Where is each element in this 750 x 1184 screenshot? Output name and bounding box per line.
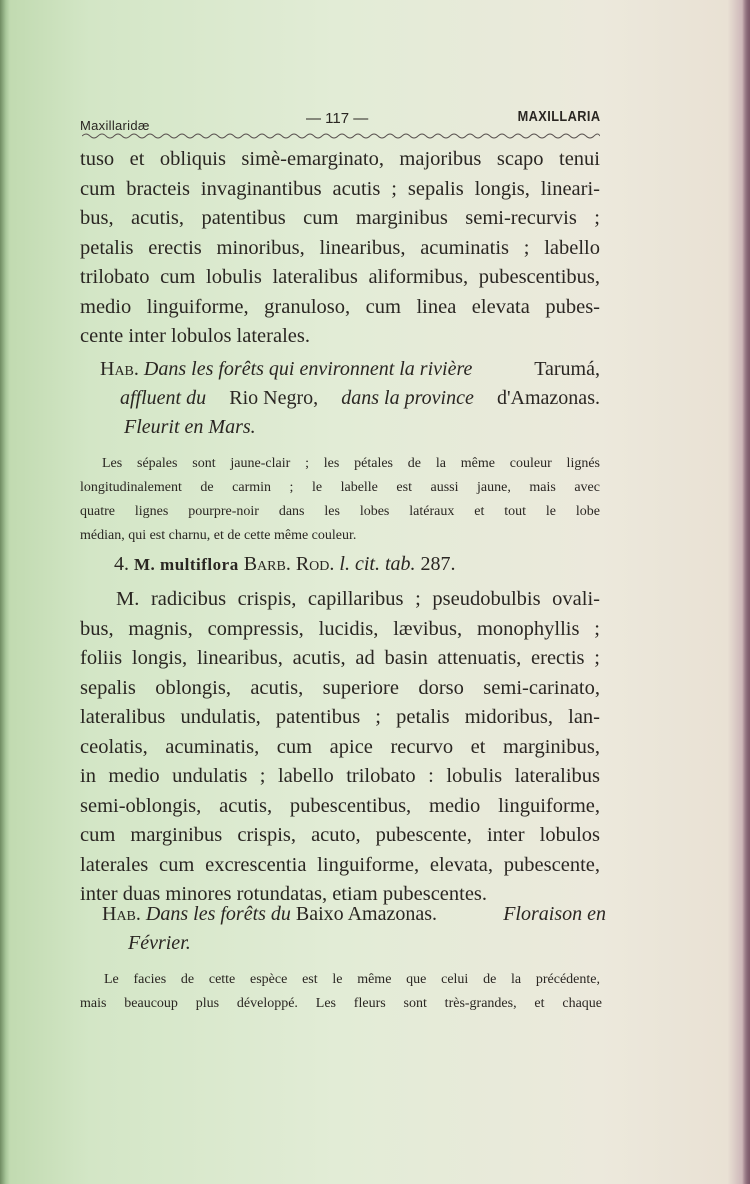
hab-text: Dans les forêts qui environnent la rivière <box>143 358 473 380</box>
running-header <box>80 108 600 134</box>
hab-place: Rio Negro, <box>229 387 319 409</box>
hab-place: d'Amazonas. <box>496 387 600 409</box>
hab-text: affluent du <box>120 387 207 409</box>
note-line: Les sépales sont jaune-clair ; les pétales de la même couleur lignés <box>102 456 600 471</box>
note-line: quatre lignes pourpre-noir dans les lobes latéraux et tout le lobe <box>80 504 600 519</box>
species-number: 4. <box>114 553 129 575</box>
flowering-time: Février. <box>128 932 191 954</box>
text-line: sepalis oblongis, acutis, superiore dorso semi-carinato, <box>80 677 600 699</box>
header-genus: MAXILLARIA <box>517 108 600 125</box>
header-wavy-rule <box>82 132 600 140</box>
text-line: trilobato cum lobulis lateralibus aliformibus, pubescentibus, <box>80 266 600 288</box>
text-line: M. radicibus crispis, capillaribus ; pseudobulbis ovali- <box>116 588 600 610</box>
page-number: — 117 — <box>306 110 369 127</box>
page-binding-shadow <box>0 0 10 1184</box>
hab-label: Hab. <box>100 358 139 380</box>
hab-label: Hab. <box>102 903 141 925</box>
text-line: inter duas minores rotundatas, etiam pubescentes. <box>80 883 488 905</box>
note-line: mais beaucoup plus développé. Les fleurs sont très-grandes, et chaque <box>80 996 602 1011</box>
text-line: cum bracteis invaginantibus acutis ; sepalis longis, lineari- <box>80 178 600 200</box>
species-reference: l. cit. tab. <box>339 553 416 575</box>
text-line: bus, magnis, compressis, lucidis, lævibus, monophyllis ; <box>80 618 600 640</box>
flowering-time: Fleurit en Mars. <box>124 416 256 438</box>
text-line: medio linguiforme, granuloso, cum linea elevata pubes- <box>80 296 600 318</box>
species-name: M. multiflora <box>134 555 239 574</box>
note-line: médian, qui est charnu, et de cette même couleur. <box>80 528 357 543</box>
flowering-label: Floraison en <box>503 903 606 925</box>
text-line: in medio undulatis ; labello trilobato : lobulis lateralibus <box>80 765 600 787</box>
header-family: Maxillaridæ <box>80 118 150 133</box>
hab-place: Baixo Amazonas. <box>295 903 437 925</box>
text-line: bus, acutis, patentibus cum marginibus semi-recurvis ; <box>80 207 600 229</box>
text-line: petalis erectis minoribus, linearibus, acuminatis ; labello <box>80 237 600 259</box>
page-edge <box>742 0 750 1184</box>
text-line: tuso et obliquis simè-emarginato, majoribus scapo tenui <box>80 148 600 170</box>
text-line: ceolatis, acuminatis, cum apice recurvo et marginibus, <box>80 736 600 758</box>
text-line: foliis longis, linearibus, acutis, ad basin attenuatis, erectis ; <box>80 647 600 669</box>
text-line: lateralibus undulatis, patentibus ; petalis midoribus, lan- <box>80 706 600 728</box>
text-line: cum marginibus crispis, acuto, pubescente, inter lobulos <box>80 824 600 846</box>
hab-place: Tarumá, <box>534 358 600 380</box>
hab-text: dans la province <box>341 387 474 409</box>
text-line: laterales cum excrescentia linguiforme, elevata, pubescente, <box>80 854 600 876</box>
species-heading <box>114 553 456 576</box>
hab-text: Dans les forêts du <box>145 903 291 925</box>
note-line: Le facies de cette espèce est le même que celui de la précédente, <box>104 972 600 987</box>
text-line: cente inter lobulos laterales. <box>80 325 310 347</box>
text-line: semi-oblongis, acutis, pubescentibus, medio linguiforme, <box>80 795 600 817</box>
plate-number: 287. <box>420 553 456 575</box>
species-author: Barb. Rod. <box>243 553 335 575</box>
note-line: longitudinalement de carmin ; le labelle est aussi jaune, mais avec <box>80 480 600 495</box>
